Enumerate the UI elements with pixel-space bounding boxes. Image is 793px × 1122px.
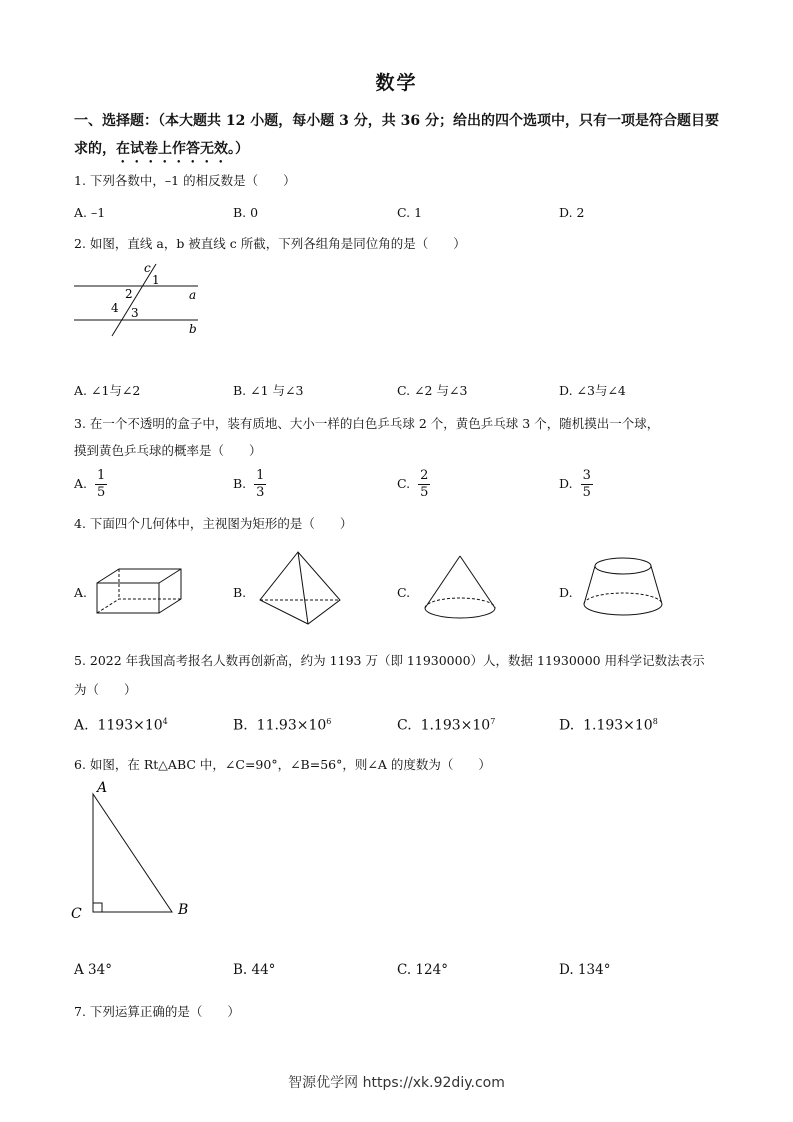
q4-option-d-letter: D. [559,585,573,600]
question-4-stem: 4. 下面四个几何体中，主视图为矩形的是（ ） [74,516,353,531]
q6-label-b: B [178,902,189,918]
q3-option-d-numerator: 3 [582,468,591,483]
q1-option-b: B. 0 [233,205,259,220]
q3-option-b-fraction [254,468,266,501]
q5-option-d-base: 1.193×10 [583,717,653,734]
q5-option-a-exponent: 4 [162,717,168,726]
question-5-stem-line-2: 为（ ） [74,682,137,697]
question-7-stem: 7. 下列运算正确的是（ ） [74,1004,240,1019]
q3-option-c-letter: C. [397,476,411,491]
q5-option-c [397,717,495,734]
q3-option-d-letter: D. [559,476,573,491]
q6-option-a: A 34° [74,962,112,978]
question-3-stem-line-1: 3. 在一个不透明的盒子中，装有质地、大小一样的白色乒乓球 2 个，黄色乒乓球 3 个，随机摸出一个球， [74,416,660,431]
q3-option-a [74,468,107,501]
q2-option-b: B. ∠1 与∠3 [233,383,304,398]
q3-option-b-denominator: 3 [256,485,265,500]
q6-option-d: D. 134° [559,962,611,978]
q3-option-d-denominator: 5 [582,485,591,500]
q5-option-c-letter: C. [397,717,412,734]
section-heading-text: 一、选择题：（本大题共 12 小题，每小题 3 分，共 36 分；给出的四个选项中，只有一项是符合题目要求的， [74,113,719,157]
q1-option-a: A. –1 [74,205,106,220]
q5-option-c-exponent: 7 [490,717,496,726]
q5-option-b-base: 11.93×10 [256,717,327,734]
q4-pyramid-icon [254,548,344,630]
q3-option-a-letter: A. [74,476,88,491]
q3-option-c-numerator: 2 [420,468,429,483]
q2-option-a: A. ∠1与∠2 [74,383,141,398]
q4-option-c-letter: C. [397,585,411,600]
q6-label-c: C [71,906,82,922]
question-2-stem: 2. 如图，直线 a，b 被直线 c 所截，下列各组角是同位角的是（ ） [74,236,466,251]
q2-label-4: 4 [111,301,119,315]
q6-option-b: B. 44° [233,962,276,978]
section-heading [74,107,724,166]
q2-label-3: 3 [131,306,139,320]
q4-frustum-icon [578,554,668,620]
q5-option-a-base: 1193×10 [97,717,163,734]
q4-option-a-letter: A. [74,585,88,600]
q5-option-b-letter: B. [233,717,248,734]
q4-cone-icon [420,552,500,624]
question-6-stem: 6. 如图，在 Rt△ABC 中，∠C=90°，∠B=56°，则∠A 的度数为（ ） [74,757,491,772]
question-3-stem-line-2: 摸到黄色乒乓球的概率是（ ） [74,443,262,458]
q3-option-a-fraction [95,468,107,501]
q4-cuboid-icon [92,565,192,617]
page-footer-watermark: 智源优学网 https://xk.92diy.com [288,1075,505,1091]
q3-option-b [233,468,266,501]
q2-option-d: D. ∠3与∠4 [559,383,626,398]
q3-option-a-numerator: 1 [97,468,106,483]
question-1-stem: 1. 下列各数中，–1 的相反数是（ ） [74,173,296,188]
q5-option-b-exponent: 6 [326,717,332,726]
section-heading-emphasis: 在试卷上作答无效 [116,141,228,157]
q5-option-a-letter: A. [74,717,89,734]
q3-option-b-numerator: 1 [256,468,265,483]
q5-option-c-base: 1.193×10 [420,717,491,734]
q6-option-c: C. 124° [397,962,448,978]
q5-option-a [74,717,168,734]
q3-option-c [397,468,430,501]
q3-option-a-denominator: 5 [97,485,106,500]
q3-option-c-fraction [418,468,430,501]
page-title: 数学 [375,72,418,94]
q6-right-triangle-figure [68,778,198,924]
section-heading-end: 。） [228,141,249,157]
q6-label-a: A [97,780,108,796]
q1-option-c: C. 1 [397,205,423,220]
q3-option-c-denominator: 5 [420,485,429,500]
q2-label-b: b [189,322,197,336]
q2-label-a: a [189,288,197,302]
q1-option-d: D. 2 [559,205,585,220]
q4-option-b-letter: B. [233,585,247,600]
question-5-stem-line-1: 5. 2022 年我国高考报名人数再创新高，约为 1193 万（即 11930000）人，数据 11930000 用科学记数法表示 [74,653,705,668]
q3-option-b-letter: B. [233,476,247,491]
q3-option-d [559,468,593,501]
q5-option-b [233,717,331,734]
q2-parallel-lines-figure [70,260,210,338]
q5-option-d-exponent: 8 [652,717,658,726]
q3-option-d-fraction [581,468,593,501]
q5-option-d [559,717,658,734]
q2-label-1: 1 [152,273,160,287]
q5-option-d-letter: D. [559,717,575,734]
q2-label-c: c [144,261,151,275]
q2-option-c: C. ∠2 与∠3 [397,383,468,398]
q2-label-2: 2 [125,287,133,301]
